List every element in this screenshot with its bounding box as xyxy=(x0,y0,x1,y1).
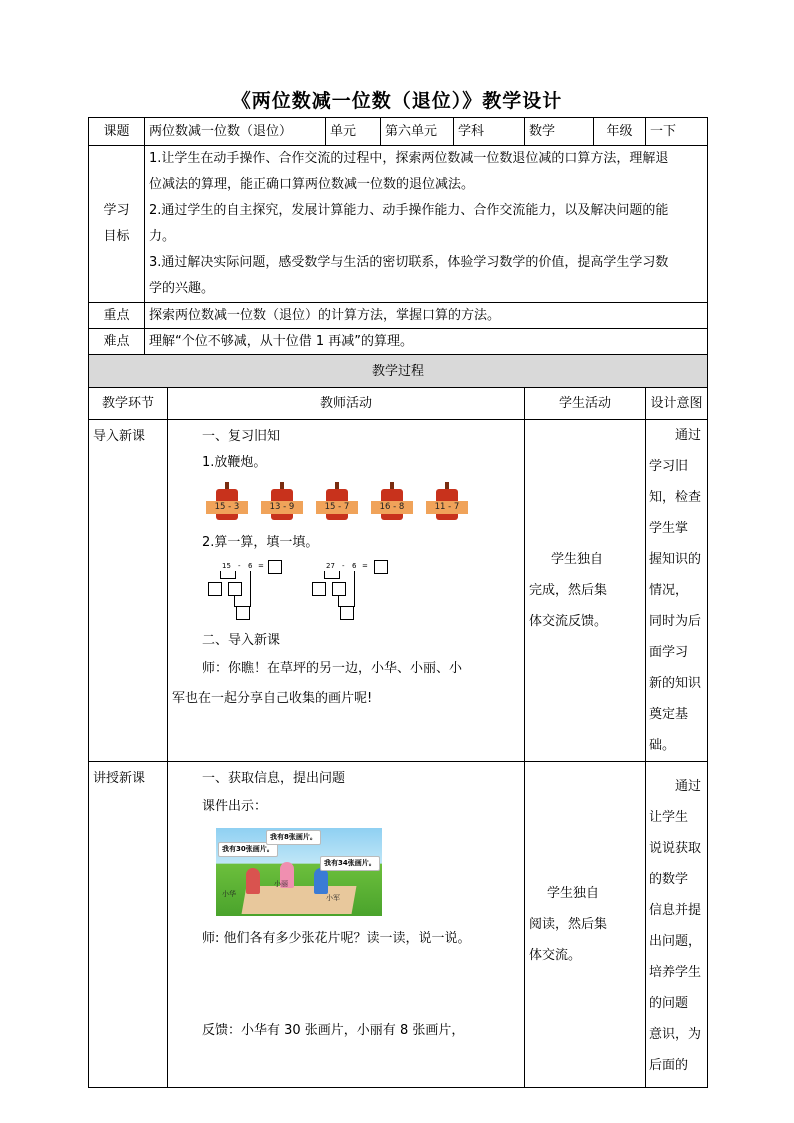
kid-name: 小华 xyxy=(222,890,236,898)
item-text: 1.放鞭炮。 xyxy=(202,455,267,470)
teacher-text: 反馈：小华有 30 张画片，小丽有 8 张画片， xyxy=(202,1023,465,1038)
speech-bubble: 我有30张画片。 xyxy=(218,842,278,857)
split-box xyxy=(208,582,222,596)
process-header-row xyxy=(89,355,708,388)
section-heading: 一、获取信息，提出问题 xyxy=(202,771,346,786)
process-columns-row xyxy=(89,388,708,420)
process-header: 教学过程 xyxy=(89,355,708,388)
kid-figure xyxy=(246,868,260,894)
goals-row xyxy=(89,146,708,303)
difficulty-text: 理解“个位不够减，从十位借 1 再减”的算理。 xyxy=(145,329,708,355)
goals-label: 学习 目标 xyxy=(89,146,145,303)
speech-bubble: 我有8张画片。 xyxy=(266,830,321,845)
kid-name: 小军 xyxy=(326,894,340,902)
stage-intro-name: 导入新课 xyxy=(89,420,168,762)
section-heading: 二、导入新课 xyxy=(202,633,281,648)
goals-content xyxy=(145,146,708,303)
goal-line: 力。 xyxy=(149,229,176,244)
firecracker-row xyxy=(208,482,520,522)
split-box xyxy=(332,582,346,596)
stage-teach-student: 学生独自 阅读，然后集 体交流。 xyxy=(525,762,646,1088)
stage-teach-intent: 通过让学生 说说获取的数学 信息并提出问题， 培养学生的问题 意识，为后面的 xyxy=(646,762,708,1088)
answer-box xyxy=(268,560,282,574)
topic-label: 课题 xyxy=(89,118,145,146)
split-box xyxy=(312,582,326,596)
result-box xyxy=(236,606,250,620)
col-intent: 设计意图 xyxy=(646,388,708,420)
teacher-text: 军也在一起分享自己收集的画片呢! xyxy=(172,691,373,706)
result-box xyxy=(340,606,354,620)
teacher-text: 师：你瞧！在草坪的另一边，小华、小丽、小 xyxy=(202,661,463,676)
stage-intro-row xyxy=(89,420,708,762)
stage-intro-student: 学生独自 完成，然后集 体交流反馈。 xyxy=(525,420,646,762)
col-teacher: 教师活动 xyxy=(168,388,525,420)
col-student: 学生活动 xyxy=(525,388,646,420)
lesson-plan-table xyxy=(88,117,708,1088)
firecracker: 16 - 8 xyxy=(373,482,411,522)
unit-label: 单元 xyxy=(326,118,381,146)
grade-label: 年级 xyxy=(594,118,646,146)
stage-teach-teacher xyxy=(168,762,525,1088)
section-heading: 一、复习旧知 xyxy=(202,429,281,444)
goal-line: 2.通过学生的自主探究，发展计算能力、动手操作能力、合作交流能力，以及解决问题的能 xyxy=(149,203,669,218)
topic-value: 两位数减一位数（退位） xyxy=(145,118,326,146)
page-title: 《两位数减一位数（退位）》教学设计 xyxy=(231,90,563,112)
kids-picture xyxy=(216,828,382,916)
difficulty-row xyxy=(89,329,708,355)
difficulty-label: 难点 xyxy=(89,329,145,355)
calc-diagrams: 15 - 6 = 27 - 6 = xyxy=(202,560,520,620)
subject-value: 数学 xyxy=(525,118,594,146)
teacher-text: 师: 他们各有多少张花片呢？读一读，说一说。 xyxy=(202,931,471,946)
subject-label: 学科 xyxy=(454,118,525,146)
firecracker: 15 - 7 xyxy=(318,482,356,522)
info-row xyxy=(89,118,708,146)
answer-box xyxy=(374,560,388,574)
goal-line: 学的兴趣。 xyxy=(149,281,215,296)
grade-value: 一下 xyxy=(646,118,708,146)
stage-teach-row xyxy=(89,762,708,1088)
split-box xyxy=(228,582,242,596)
unit-value: 第六单元 xyxy=(381,118,454,146)
key-point-row xyxy=(89,303,708,329)
stage-teach-name: 讲授新课 xyxy=(89,762,168,1088)
key-point-text: 探索两位数减一位数（退位）的计算方法，掌握口算的方法。 xyxy=(145,303,708,329)
firecracker: 11 - 7 xyxy=(428,482,466,522)
kid-name: 小丽 xyxy=(274,880,288,888)
speech-bubble: 我有34张画片。 xyxy=(320,856,380,871)
stage-intro-teacher xyxy=(168,420,525,762)
goal-line: 位减法的算理，能正确口算两位数减一位数的退位减法。 xyxy=(149,177,475,192)
firecracker: 13 - 9 xyxy=(263,482,301,522)
teacher-text: 课件出示： xyxy=(202,799,268,814)
col-stage: 教学环节 xyxy=(89,388,168,420)
goal-line: 3.通过解决实际问题，感受数学与生活的密切联系，体验学习数学的价值，提高学生学习数 xyxy=(149,255,669,270)
item-text: 2.算一算，填一填。 xyxy=(202,535,319,550)
goal-line: 1.让学生在动手操作、合作交流的过程中，探索两位数减一位数退位减的口算方法，理解退 xyxy=(149,151,669,166)
stage-intro-intent: 通过学习旧 知，检查学生掌 握知识的情况， 同时为后面学习 新的知识奠定基 础。 xyxy=(646,420,708,762)
key-point-label: 重点 xyxy=(89,303,145,329)
firecracker: 15 - 3 xyxy=(208,482,246,522)
